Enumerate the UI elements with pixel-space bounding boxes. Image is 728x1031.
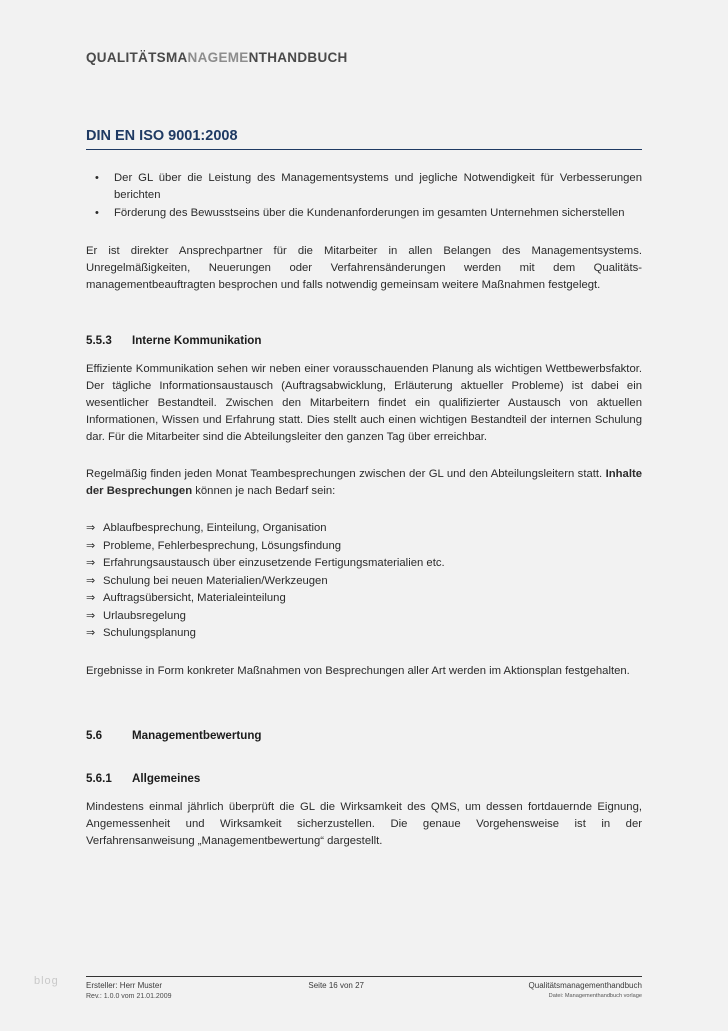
heading-text: Interne Kommunikation	[132, 334, 262, 347]
footer-doc-subtitle: Datei: Managementhandbuch vorlage	[548, 993, 642, 999]
arrow-list-besprechungen	[86, 520, 642, 643]
header-segment-1: QUALITÄTSMA	[86, 50, 188, 65]
heading-5-5-3	[86, 334, 642, 347]
list-item: ⇒ Erfahrungsaustausch über einzusetzende Fertigungsmaterialien etc.	[86, 555, 642, 573]
list-item: ⇒ Probleme, Fehlerbesprechung, Lösungsfindung	[86, 538, 642, 556]
footer-spacer	[308, 991, 458, 1002]
header-segment-3: NTHANDBUCH	[248, 50, 348, 65]
heading-5-6-1	[86, 772, 642, 785]
heading-5-6	[86, 729, 642, 742]
footer-revision: Rev.: 1.0.0 vom 21.01.2009	[86, 993, 172, 1000]
heading-number: 5.6.1	[86, 771, 112, 785]
paragraph-553-2-pre: Regelmäßig finden jeden Monat Teambesprechungen zwischen der GL und den Abteilungsleitern statt.	[86, 468, 606, 480]
bullet-list-top	[86, 170, 642, 222]
heading-number: 5.6	[86, 728, 103, 742]
watermark-text: blog	[34, 975, 59, 987]
paragraph-553-1: Effiziente Kommunikation sehen wir neben einer vorausschauenden Planung als wichtigen Wettbewerbsfaktor. Der tägliche Informationsaustausch (Auftragsabwicklung, Erläuterung aktueller Probleme) ist dabei ein wesentlicher Bestandteil. Zwischen den Mitarbeitern findet ein qualifizierter Austausch von aktuellen Informationen, Wissen und Erfahrung statt. Dies stellt auch einen wichtigen Bestandteil der internen Schulung dar. Für die Mitarbeiter sind die Abteilungsleiter den ganzen Tag über erreichbar.	[86, 363, 642, 443]
document-body	[86, 170, 642, 850]
list-item: ⇒ Urlaubsregelung	[86, 608, 642, 626]
footer-page-number: Seite 16 von 27	[308, 981, 364, 990]
list-item: ⇒ Auftragsübersicht, Materialeinteilung	[86, 590, 642, 608]
footer-creator: Ersteller: Herr Muster	[86, 981, 163, 990]
heading-text: Allgemeines	[132, 771, 201, 785]
paragraph-553-2-post: können je nach Bedarf sein:	[192, 485, 336, 497]
page-footer	[86, 976, 642, 1002]
list-item: • Der GL über die Leistung des Managementsystems und jegliche Notwendigkeit für Verbesserungen berichten	[86, 170, 642, 204]
header-segment-2: NAGEME	[187, 50, 249, 65]
paragraph-553-3: Ergebnisse in Form konkreter Maßnahmen von Besprechungen aller Art werden im Aktionsplan festgehalten.	[86, 664, 630, 677]
footer-doc-title: Qualitätsmanagementhandbuch	[528, 981, 642, 990]
page-content-area	[86, 0, 642, 1031]
footer-row-1	[86, 980, 642, 991]
heading-number: 5.5.3	[86, 334, 112, 347]
paragraph-553-2	[86, 466, 642, 500]
heading-text: Managementbewertung	[132, 728, 262, 742]
list-item: • Förderung des Bewusstseins über die Kundenanforderungen im gesamten Unternehmen sicherstellen	[86, 205, 642, 222]
document-header	[86, 50, 642, 65]
list-item: ⇒ Ablaufbesprechung, Einteilung, Organisation	[86, 520, 642, 538]
paragraph-intro: Er ist direkter Ansprechpartner für die Mitarbeiter in allen Belangen des Managementsystems. Unregelmäßigkeiten, Neuerungen oder Verfahrensänderungen werden mit dem Qualitäts- managementbeauftragten besprochen und falls notwendig gemeinsam weitere Maßnahmen festgelegt.	[86, 245, 642, 291]
paragraph-553-2-bold: Inhalte der Besprechungen	[86, 468, 642, 497]
page-title: DIN EN ISO 9001:2008	[86, 128, 642, 150]
list-item: ⇒ Schulungsplanung	[86, 625, 642, 643]
list-item: ⇒ Schulung bei neuen Materialien/Werkzeugen	[86, 573, 642, 591]
paragraph-561: Mindestens einmal jährlich überprüft die GL die Wirksamkeit des QMS, um dessen fortdauernde Eignung, Angemessenheit und Wirksamkeit sicherzustellen. Die genaue Vorgehensweise ist in der Verfahrensanweisung „Managementbewertung“ dargestellt.	[86, 800, 642, 847]
footer-row-2	[86, 991, 642, 1002]
